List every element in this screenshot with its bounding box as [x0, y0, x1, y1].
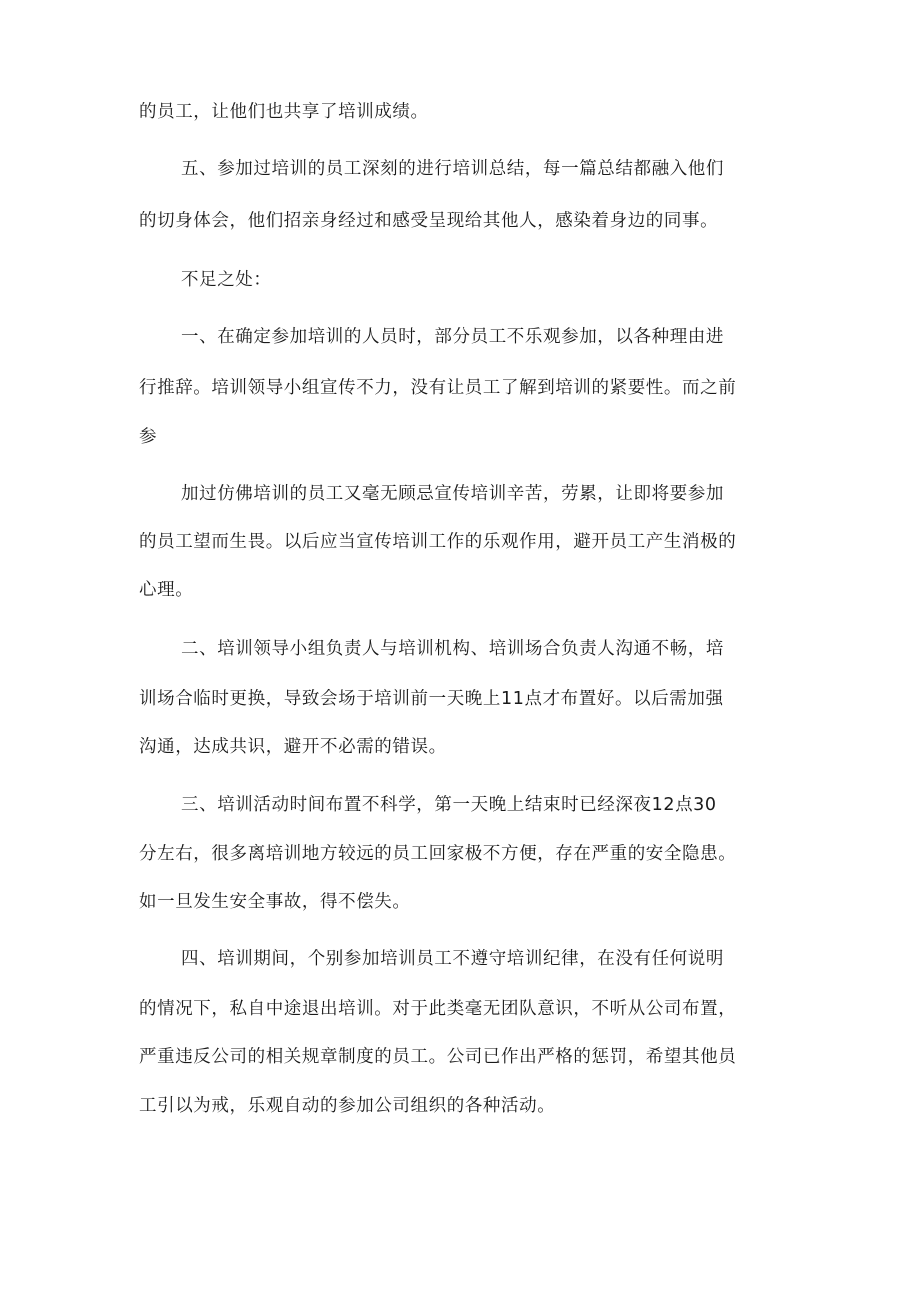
- paragraph-five-line: 五、参加过培训的员工深刻的进行培训总结，每一篇总结都融入他们: [181, 159, 724, 179]
- text-line: 严重违反公司的相关规章制度的员工。公司已作出严格的惩罚，希望其他员: [139, 1047, 737, 1067]
- text-line: 心理。: [139, 580, 194, 600]
- text-line: 行推辞。培训领导小组宣传不力，没有让员工了解到培训的紧要性。而之前: [139, 378, 737, 398]
- paragraph-one-line: 一、在确定参加培训的人员时，部分员工不乐观参加，以各种理由进: [181, 327, 724, 347]
- paragraph-four-line: 四、培训期间，个别参加培训员工不遵守培训纪律，在没有任何说明: [181, 949, 724, 969]
- text-line: 的员工望而生畏。以后应当宣传培训工作的乐观作用，避开员工产生消极的: [139, 532, 737, 552]
- text-line: 分左右，很多离培训地方较远的员工回家极不方便，存在严重的安全隐患。: [139, 844, 737, 864]
- text-line: 工引以为戒，乐观自动的参加公司组织的各种活动。: [139, 1096, 556, 1116]
- text-line: 的情况下，私自中途退出培训。对于此类毫无团队意识，不听从公司布置，: [139, 999, 737, 1019]
- section-heading-shortcomings: 不足之处：: [181, 270, 272, 290]
- text-line: 的员工，让他们也共享了培训成绩。: [139, 102, 429, 122]
- text-line: 训场合临时更换，导致会场于培训前一天晚上11点才布置好。以后需加强: [139, 689, 724, 709]
- text-line: 如一旦发生安全事故，得不偿失。: [139, 892, 411, 912]
- text-line: 参: [139, 427, 158, 447]
- text-line: 加过仿佛培训的员工又毫无顾忌宣传培训辛苦，劳累，让即将要参加: [181, 484, 724, 504]
- paragraph-two-line: 二、培训领导小组负责人与培训机构、培训场合负责人沟通不畅，培: [181, 639, 724, 659]
- paragraph-three-line: 三、培训活动时间布置不科学，第一天晚上结束时已经深夜12点30: [181, 795, 717, 815]
- text-line: 的切身体会，他们招亲身经过和感受呈现给其他人，感染着身边的同事。: [139, 211, 719, 231]
- text-line: 沟通，达成共识，避开不必需的错误。: [139, 737, 447, 757]
